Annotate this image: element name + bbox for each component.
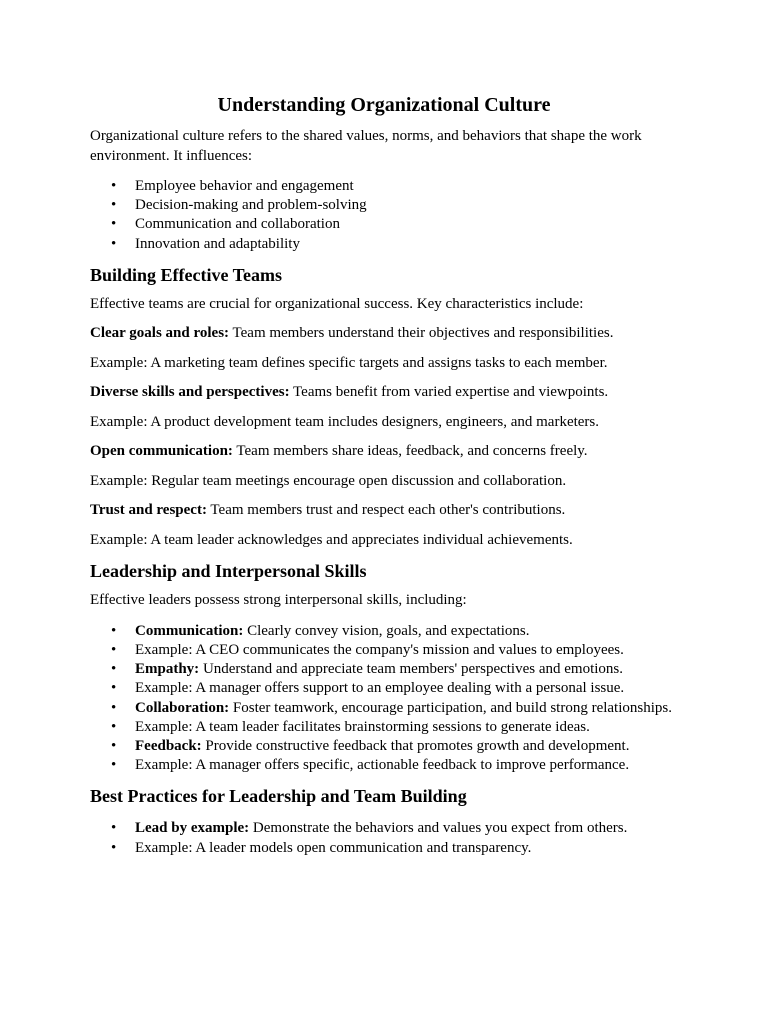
intro-paragraph: Organizational culture refers to the shared values, norms, and behaviors that shape the work environment. It influences: [90, 128, 642, 164]
team-characteristic: Trust and respect: Team members trust and respect each other's contributions. [90, 502, 566, 519]
leadership-skills-list [90, 622, 678, 776]
bullet-icon: • [111, 757, 117, 774]
bullet-icon: • [111, 216, 117, 233]
team-characteristic: Diverse skills and perspectives: Teams benefit from varied expertise and viewpoints. [90, 384, 609, 401]
bullet-icon: • [111, 197, 117, 214]
bullet-icon: • [111, 839, 117, 856]
list-item: • Empathy: Understand and appreciate team members' perspectives and emotions. [90, 660, 678, 679]
document-title: Understanding Organizational Culture [217, 94, 551, 116]
bullet-icon: • [111, 642, 117, 659]
list-item: • Example: A CEO communicates the company's mission and values to employees. [90, 641, 678, 660]
characteristic-label: Clear goals and roles: [90, 325, 230, 342]
bullet-icon: • [111, 622, 117, 639]
best-practices-list [90, 819, 678, 857]
bullet-icon: • [111, 820, 117, 837]
list-item: • Example: A manager offers support to an employee dealing with a personal issue. [90, 679, 678, 698]
bullet-icon: • [111, 178, 117, 194]
characteristic-label: Open communication: [90, 443, 233, 460]
list-item: • Example: A leader models open communication and transparency. [90, 839, 678, 858]
section-heading-teams: Building Effective Teams [90, 264, 283, 285]
list-item: • Innovation and adaptability [90, 235, 678, 254]
leadership-intro: Effective leaders possess strong interpersonal skills, including: [90, 592, 467, 609]
list-item: • Employee behavior and engagement [90, 177, 678, 196]
teams-intro: Effective teams are crucial for organizational success. Key characteristics include: [90, 295, 584, 312]
bullet-icon: • [111, 699, 117, 716]
list-item: • Example: A team leader facilitates brainstorming sessions to generate ideas. [90, 718, 678, 737]
list-item: • Feedback: Provide constructive feedback that promotes growth and development. [90, 737, 678, 756]
list-item: • Example: A manager offers specific, actionable feedback to improve performance. [90, 756, 678, 775]
list-item: • Collaboration: Foster teamwork, encourage participation, and build strong relationships. [90, 699, 678, 718]
team-example: Example: A team leader acknowledges and appreciates individual achievements. [90, 531, 573, 548]
bullet-icon: • [111, 235, 117, 252]
characteristic-label: Diverse skills and perspectives: [90, 384, 290, 401]
team-characteristic: Open communication: Team members share ideas, feedback, and concerns freely. [90, 443, 588, 460]
list-item: • Communication: Clearly convey vision, goals, and expectations. [90, 622, 678, 641]
team-example: Example: A marketing team defines specific targets and assigns tasks to each member. [90, 354, 608, 371]
list-item: • Communication and collaboration [90, 215, 678, 234]
bullet-icon: • [111, 718, 117, 735]
list-item: • Lead by example: Demonstrate the behaviors and values you expect from others. [90, 819, 678, 838]
section-heading-best-practices: Best Practices for Leadership and Team Building [90, 786, 467, 807]
characteristic-label: Trust and respect: [90, 502, 207, 519]
team-characteristic: Clear goals and roles: Team members understand their objectives and responsibilities. [90, 325, 614, 342]
culture-influences-list [90, 177, 678, 254]
bullet-icon: • [111, 680, 117, 697]
list-item: • Decision-making and problem-solving [90, 196, 678, 215]
bullet-icon: • [111, 661, 117, 678]
bullet-icon: • [111, 738, 117, 755]
team-example: Example: A product development team includes designers, engineers, and marketers. [90, 413, 600, 430]
section-heading-leadership: Leadership and Interpersonal Skills [90, 561, 367, 582]
team-example: Example: Regular team meetings encourage open discussion and collaboration. [90, 472, 567, 489]
